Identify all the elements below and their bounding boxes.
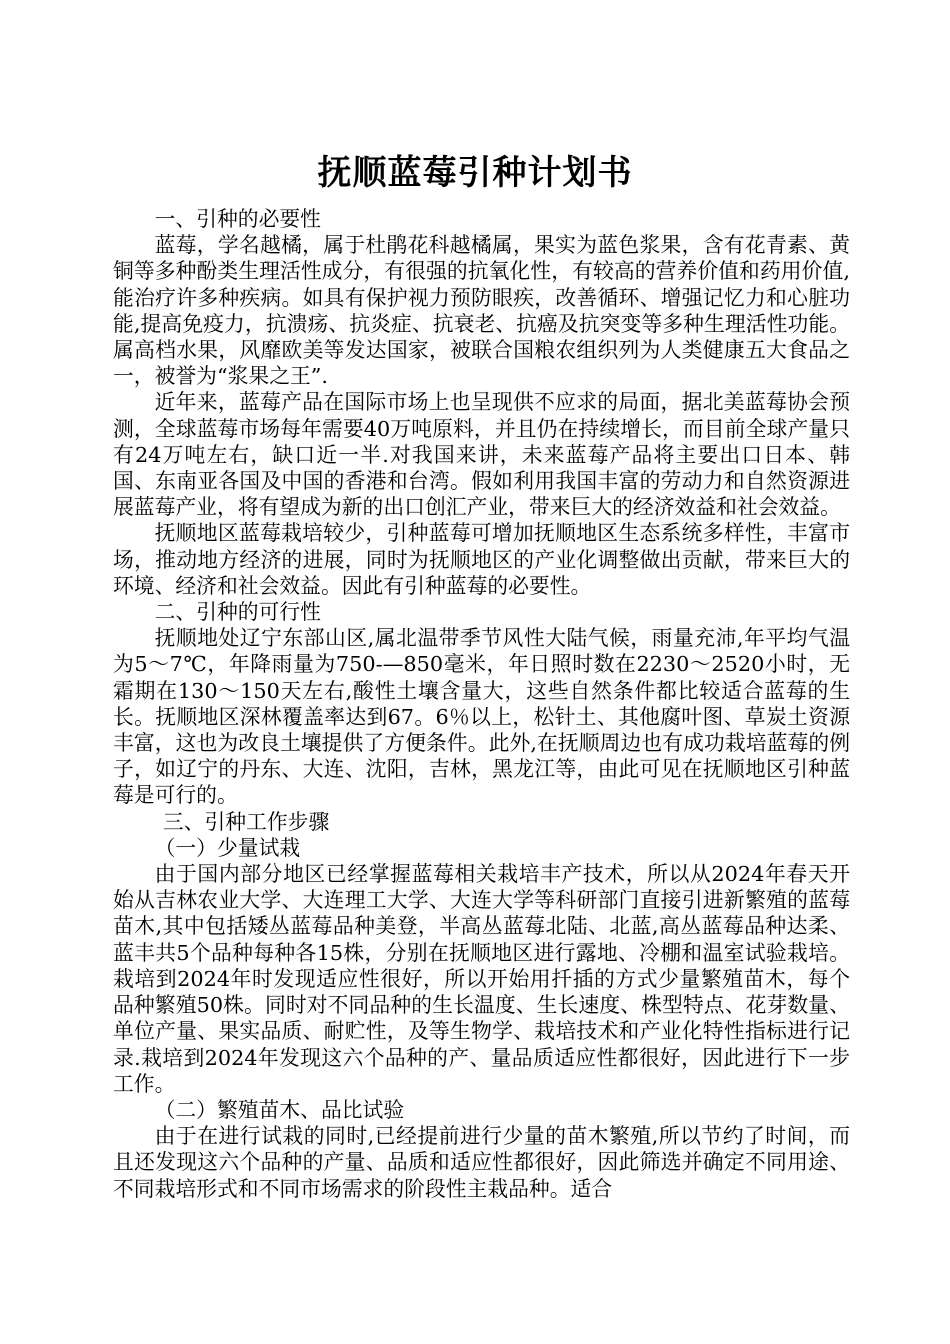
paragraph-trial-planting: 由于国内部分地区已经掌握蓝莓相关栽培丰产技术，所以从2024年春天开始从吉林农业大学、大连理工大学、大连大学等科研部门直接引进新繁殖的蓝莓苗木,其中包括矮丛蓝莓品种美登，半高丛蓝莓北陆、北蓝,高丛蓝莓品种达柔、蓝丰共5个品种每种各15株，分别在抚顺地区进行露地、冷棚和温室试验栽培。栽培到2024年时发现适应性很好，所以开始用扦插的方式少量繁殖苗木，每个品种繁殖50株。同时对不同品种的生长温度、生长速度、株型特点、花芽数量、单位产量、果实品质、耐贮性，及等生物学、栽培技术和产业化特性指标进行记录.栽培到2024年发现这六个品种的产、量品质适应性都很好，因此进行下一步工作。 bbox=[113, 862, 850, 1096]
subsection-heading-trial-planting: （一）少量试栽 bbox=[154, 835, 301, 860]
subsection-heading-propagation: （二）繁殖苗木、品比试验 bbox=[154, 1097, 405, 1122]
paragraph-fushun-benefits: 抚顺地区蓝莓栽培较少，引种蓝莓可增加抚顺地区生态系统多样性，丰富市场，推动地方经济的进展，同时为抚顺地区的产业化调整做出贡献，带来巨大的环境、经济和社会效益。因此有引种蓝莓的必要性。 bbox=[113, 521, 850, 598]
paragraph-propagation: 由于在进行试栽的同时,已经提前进行少量的苗木繁殖,所以节约了时间，而且还发现这六个品种的产量、品质和适应性都很好，因此筛选并确定不同用途、不同栽培形式和不同市场需求的阶段性主栽品种。适合 bbox=[113, 1124, 850, 1201]
section-heading-work-steps: 三、引种工作步骤 bbox=[162, 809, 330, 834]
paragraph-blueberry-intro: 蓝莓，学名越橘，属于杜鹃花科越橘属，果实为蓝色浆果，含有花青素、黄铜等多种酚类生理活性成分，有很强的抗氧化性，有较高的营养价值和药用价值,能治疗许多种疾病。如具有保护视力预防眼疾，改善循环、增强记忆力和心脏功能,提高免疫力，抗溃疡、抗炎症、抗衰老、抗癌及抗突变等多种生理活性功能。属高档水果，风靡欧美等发达国家，被联合国粮农组织列为人类健康五大食品之一，被誉为“浆果之王”. bbox=[113, 233, 850, 389]
section-heading-necessity: 一、引种的必要性 bbox=[154, 207, 321, 231]
section-heading-feasibility: 二、引种的可行性 bbox=[154, 600, 321, 625]
document-title: 抚顺蓝莓引种计划书 bbox=[317, 153, 633, 193]
paragraph-market-demand: 近年来，蓝莓产品在国际市场上也呈现供不应求的局面，据北美蓝莓协会预测，全球蓝莓市场每年需要40万吨原料，并且仍在持续增长，而目前全球产量只有24万吨左右，缺口近一半.对我国来讲，未来蓝莓产品将主要出口日本、韩国、东南亚各国及中国的香港和台湾。假如利用我国丰富的劳动力和自然资源进展蓝莓产业，将有望成为新的出口创汇产业，带来巨大的经济效益和社会效益。 bbox=[113, 390, 850, 520]
paragraph-climate-conditions: 抚顺地处辽宁东部山区,属北温带季节风性大陆气候，雨量充沛,年平均气温为5～7℃，年降雨量为750-—850毫米，年日照时数在2230～2520小时，无霜期在130～150天左右,酸性土壤含量大，这些自然条件都比较适合蓝莓的生长。抚顺地区深林覆盖率达到67。6％以上，松针土、其他腐叶图、草炭土资源丰富，这也为改良土壤提供了方便条件。此外,在抚顺周边也有成功栽培蓝莓的例子，如辽宁的丹东、大连、沈阳，吉林，黑龙江等，由此可见在抚顺地区引种蓝莓是可行的。 bbox=[113, 626, 850, 808]
document-body bbox=[113, 206, 850, 1202]
